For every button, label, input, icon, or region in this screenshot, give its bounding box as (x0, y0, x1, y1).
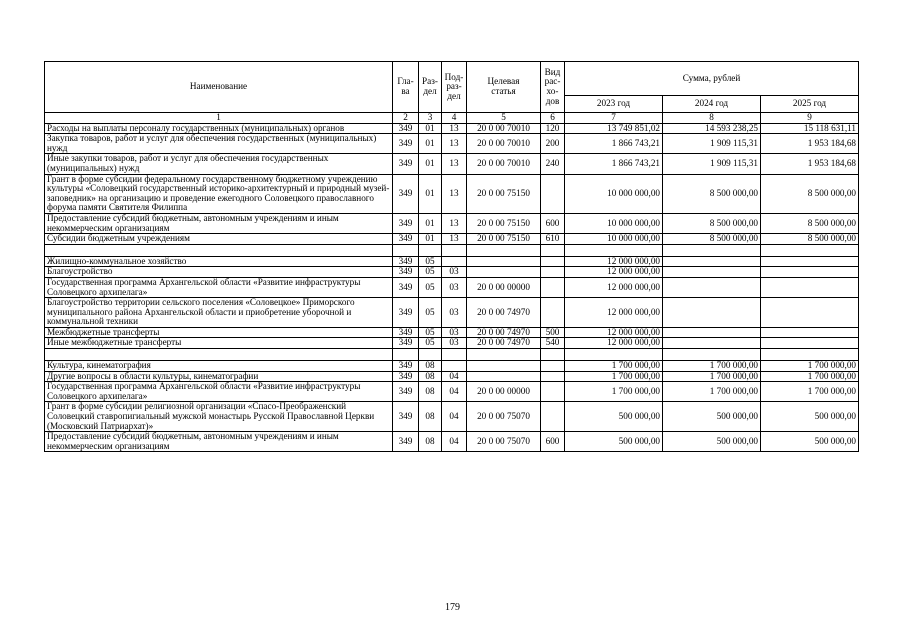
row-razdel (419, 349, 442, 361)
row-sum-2025: 1 953 184,68 (761, 154, 859, 174)
col-number: 6 (541, 113, 565, 124)
row-glava: 349 (393, 174, 419, 213)
row-glava: 349 (393, 267, 419, 278)
row-vid: 200 (541, 134, 565, 154)
row-tselevaya: 20 0 00 00000 (467, 382, 541, 402)
row-podrazdel: 13 (442, 234, 467, 245)
table-row (45, 402, 859, 432)
row-name: Культура, кинематография (45, 361, 393, 372)
row-podrazdel: 13 (442, 174, 467, 213)
row-podrazdel: 13 (442, 154, 467, 174)
row-sum-2025 (761, 338, 859, 349)
row-glava: 349 (393, 382, 419, 402)
row-glava: 349 (393, 277, 419, 297)
row-sum-2024 (663, 256, 761, 267)
row-vid: 540 (541, 338, 565, 349)
row-sum-2024: 1 909 115,31 (663, 134, 761, 154)
row-sum-2025: 500 000,00 (761, 432, 859, 452)
row-tselevaya: 20 0 00 74970 (467, 327, 541, 338)
col-2023-header: 2023 год (565, 96, 663, 113)
row-vid (541, 298, 565, 328)
row-sum-2024 (663, 349, 761, 361)
row-glava: 349 (393, 134, 419, 154)
row-tselevaya (467, 244, 541, 256)
row-tselevaya: 20 0 00 75070 (467, 402, 541, 432)
row-tselevaya: 20 0 00 75150 (467, 234, 541, 245)
col-number: 5 (467, 113, 541, 124)
table-row (45, 277, 859, 297)
col-number: 9 (761, 113, 859, 124)
row-tselevaya (467, 349, 541, 361)
row-tselevaya: 20 0 00 74970 (467, 338, 541, 349)
table-row (45, 338, 859, 349)
row-sum-2024: 1 700 000,00 (663, 361, 761, 372)
row-vid (541, 382, 565, 402)
row-sum-2025 (761, 277, 859, 297)
table-row (45, 213, 859, 233)
row-sum-2025: 1 700 000,00 (761, 382, 859, 402)
row-podrazdel: 13 (442, 123, 467, 134)
row-podrazdel (442, 256, 467, 267)
row-name: Закупка товаров, работ и услуг для обеспечения государственных (муниципальных) нужд (45, 134, 393, 154)
row-sum-2024: 8 500 000,00 (663, 174, 761, 213)
row-glava: 349 (393, 432, 419, 452)
col-razdel-header: Раз- дел (419, 62, 442, 113)
table-row (45, 361, 859, 372)
row-sum-2025 (761, 349, 859, 361)
table-row (45, 134, 859, 154)
row-sum-2024 (663, 267, 761, 278)
row-tselevaya: 20 0 00 70010 (467, 134, 541, 154)
row-glava (393, 244, 419, 256)
row-name: Иные межбюджетные трансферты (45, 338, 393, 349)
row-sum-2023: 10 000 000,00 (565, 213, 663, 233)
row-razdel: 05 (419, 277, 442, 297)
table-row (45, 371, 859, 382)
row-sum-2025: 15 118 631,11 (761, 123, 859, 134)
row-name: Иные закупки товаров, работ и услуг для обеспечения государственных (муниципальных) нужд (45, 154, 393, 174)
table-row (45, 234, 859, 245)
row-glava: 349 (393, 123, 419, 134)
row-glava: 349 (393, 371, 419, 382)
row-razdel: 08 (419, 382, 442, 402)
row-sum-2023: 500 000,00 (565, 432, 663, 452)
row-sum-2024 (663, 327, 761, 338)
row-razdel: 05 (419, 327, 442, 338)
table-body (45, 123, 859, 452)
row-vid: 600 (541, 432, 565, 452)
row-vid (541, 174, 565, 213)
row-sum-2025: 8 500 000,00 (761, 174, 859, 213)
row-sum-2023: 13 749 851,02 (565, 123, 663, 134)
row-tselevaya: 20 0 00 00000 (467, 277, 541, 297)
col-number: 2 (393, 113, 419, 124)
row-glava: 349 (393, 234, 419, 245)
row-podrazdel (442, 349, 467, 361)
row-sum-2025 (761, 256, 859, 267)
row-razdel: 01 (419, 174, 442, 213)
row-razdel: 01 (419, 123, 442, 134)
row-sum-2023: 1 866 743,21 (565, 154, 663, 174)
row-razdel: 01 (419, 234, 442, 245)
col-2025-header: 2025 год (761, 96, 859, 113)
table-row (45, 256, 859, 267)
row-podrazdel: 03 (442, 277, 467, 297)
row-sum-2024: 1 700 000,00 (663, 371, 761, 382)
row-razdel: 08 (419, 371, 442, 382)
row-tselevaya: 20 0 00 74970 (467, 298, 541, 328)
row-podrazdel: 04 (442, 371, 467, 382)
col-tselevaya-header: Целевая статья (467, 62, 541, 113)
row-sum-2025: 8 500 000,00 (761, 234, 859, 245)
row-tselevaya: 20 0 00 70010 (467, 123, 541, 134)
row-tselevaya: 20 0 00 70010 (467, 154, 541, 174)
row-sum-2024 (663, 244, 761, 256)
col-2024-header: 2024 год (663, 96, 761, 113)
row-glava: 349 (393, 402, 419, 432)
row-sum-2025 (761, 327, 859, 338)
column-number-row (45, 113, 859, 124)
row-sum-2023: 10 000 000,00 (565, 174, 663, 213)
row-razdel: 08 (419, 402, 442, 432)
row-razdel: 08 (419, 361, 442, 372)
row-sum-2023: 12 000 000,00 (565, 298, 663, 328)
row-razdel: 05 (419, 298, 442, 328)
row-sum-2023: 1 700 000,00 (565, 361, 663, 372)
row-vid (541, 349, 565, 361)
table-row (45, 267, 859, 278)
table-row (45, 298, 859, 328)
row-sum-2023: 12 000 000,00 (565, 338, 663, 349)
row-vid (541, 402, 565, 432)
row-podrazdel (442, 361, 467, 372)
row-sum-2023 (565, 349, 663, 361)
row-razdel: 01 (419, 134, 442, 154)
row-tselevaya (467, 371, 541, 382)
row-podrazdel: 03 (442, 298, 467, 328)
row-sum-2024: 500 000,00 (663, 402, 761, 432)
row-name: Благоустройство территории сельского поселения «Соловецкое» Приморского муниципального района Архангельской области и приобретение уборочной и коммунальной техники (45, 298, 393, 328)
row-vid: 120 (541, 123, 565, 134)
col-number: 7 (565, 113, 663, 124)
row-razdel: 05 (419, 267, 442, 278)
row-tselevaya: 20 0 00 75150 (467, 174, 541, 213)
row-sum-2024: 500 000,00 (663, 432, 761, 452)
row-podrazdel: 04 (442, 382, 467, 402)
row-tselevaya: 20 0 00 75070 (467, 432, 541, 452)
row-glava (393, 349, 419, 361)
col-number: 8 (663, 113, 761, 124)
row-razdel: 05 (419, 338, 442, 349)
row-tselevaya (467, 361, 541, 372)
row-name: Другие вопросы в области культуры, кинематографии (45, 371, 393, 382)
row-sum-2023: 10 000 000,00 (565, 234, 663, 245)
row-tselevaya: 20 0 00 75150 (467, 213, 541, 233)
row-sum-2023: 12 000 000,00 (565, 327, 663, 338)
table-row (45, 174, 859, 213)
row-sum-2024 (663, 277, 761, 297)
row-tselevaya (467, 256, 541, 267)
row-vid: 600 (541, 213, 565, 233)
col-glava-header: Гла- ва (393, 62, 419, 113)
table-row (45, 154, 859, 174)
row-name (45, 244, 393, 256)
row-name: Государственная программа Архангельской области «Развитие инфраструктуры Соловецкого архипелага» (45, 382, 393, 402)
row-glava: 349 (393, 154, 419, 174)
row-name: Предоставление субсидий бюджетным, автономным учреждениям и иным некоммерческим организациям (45, 213, 393, 233)
row-name: Субсидии бюджетным учреждениям (45, 234, 393, 245)
row-glava: 349 (393, 298, 419, 328)
row-name: Межбюджетные трансферты (45, 327, 393, 338)
row-podrazdel: 03 (442, 267, 467, 278)
row-tselevaya (467, 267, 541, 278)
row-glava: 349 (393, 213, 419, 233)
row-sum-2025 (761, 244, 859, 256)
row-vid (541, 277, 565, 297)
row-sum-2023: 12 000 000,00 (565, 267, 663, 278)
row-vid (541, 361, 565, 372)
row-sum-2024: 1 909 115,31 (663, 154, 761, 174)
row-glava: 349 (393, 327, 419, 338)
row-sum-2023: 500 000,00 (565, 402, 663, 432)
row-sum-2025 (761, 298, 859, 328)
row-vid (541, 244, 565, 256)
row-name: Расходы на выплаты персоналу государственных (муниципальных) органов (45, 123, 393, 134)
row-sum-2025 (761, 267, 859, 278)
col-number: 1 (45, 113, 393, 124)
row-vid: 240 (541, 154, 565, 174)
row-razdel: 05 (419, 256, 442, 267)
row-vid (541, 256, 565, 267)
row-sum-2024: 8 500 000,00 (663, 213, 761, 233)
row-podrazdel: 13 (442, 134, 467, 154)
row-razdel (419, 244, 442, 256)
row-podrazdel: 13 (442, 213, 467, 233)
row-razdel: 08 (419, 432, 442, 452)
row-name: Государственная программа Архангельской области «Развитие инфраструктуры Соловецкого архипелага» (45, 277, 393, 297)
row-sum-2025: 500 000,00 (761, 402, 859, 432)
row-name: Грант в форме субсидии религиозной организации «Спасо-Преображенский Соловецкий ставропигиальный мужской монастырь Русской Православной Церкви (Московский Патриархат)» (45, 402, 393, 432)
table-row (45, 123, 859, 134)
col-vid-header: Вид рас- хо- дов (541, 62, 565, 113)
row-sum-2024 (663, 298, 761, 328)
col-number: 4 (442, 113, 467, 124)
col-name-header: Наименование (45, 62, 393, 113)
row-podrazdel (442, 244, 467, 256)
row-sum-2023: 1 700 000,00 (565, 382, 663, 402)
spacer-row (45, 244, 859, 256)
row-sum-2023: 1 700 000,00 (565, 371, 663, 382)
header-row (45, 62, 859, 96)
row-sum-2025: 8 500 000,00 (761, 213, 859, 233)
row-name (45, 349, 393, 361)
row-razdel: 01 (419, 213, 442, 233)
row-sum-2023 (565, 244, 663, 256)
row-podrazdel: 04 (442, 432, 467, 452)
row-sum-2024: 14 593 238,25 (663, 123, 761, 134)
table-row (45, 432, 859, 452)
row-vid (541, 267, 565, 278)
col-summa-header: Сумма, рублей (565, 62, 859, 96)
spacer-row (45, 349, 859, 361)
row-podrazdel: 03 (442, 338, 467, 349)
row-name: Жилищно-коммунальное хозяйство (45, 256, 393, 267)
row-sum-2025: 1 953 184,68 (761, 134, 859, 154)
row-sum-2024 (663, 338, 761, 349)
row-razdel: 01 (419, 154, 442, 174)
col-podrazdel-header: Под- раз- дел (442, 62, 467, 113)
row-name: Благоустройство (45, 267, 393, 278)
row-sum-2023: 12 000 000,00 (565, 277, 663, 297)
row-podrazdel: 04 (442, 402, 467, 432)
row-glava: 349 (393, 338, 419, 349)
table-row (45, 327, 859, 338)
row-glava: 349 (393, 256, 419, 267)
budget-table (44, 61, 859, 452)
row-name: Грант в форме субсидии федеральному государственному бюджетному учреждению культуры «Соловецкий государственный историко-архитектурный и природный музей-заповедник» на организацию и проведение ежегодного Соловецкого православного форума памяти Святителя Филиппа (45, 174, 393, 213)
row-sum-2023: 12 000 000,00 (565, 256, 663, 267)
row-vid (541, 371, 565, 382)
table-row (45, 382, 859, 402)
row-sum-2025: 1 700 000,00 (761, 361, 859, 372)
row-vid: 500 (541, 327, 565, 338)
row-sum-2025: 1 700 000,00 (761, 371, 859, 382)
row-sum-2023: 1 866 743,21 (565, 134, 663, 154)
col-number: 3 (419, 113, 442, 124)
row-sum-2024: 8 500 000,00 (663, 234, 761, 245)
row-podrazdel: 03 (442, 327, 467, 338)
row-vid: 610 (541, 234, 565, 245)
row-sum-2024: 1 700 000,00 (663, 382, 761, 402)
row-name: Предоставление субсидий бюджетным, автономным учреждениям и иным некоммерческим организациям (45, 432, 393, 452)
row-glava: 349 (393, 361, 419, 372)
page-number: 179 (445, 602, 460, 613)
